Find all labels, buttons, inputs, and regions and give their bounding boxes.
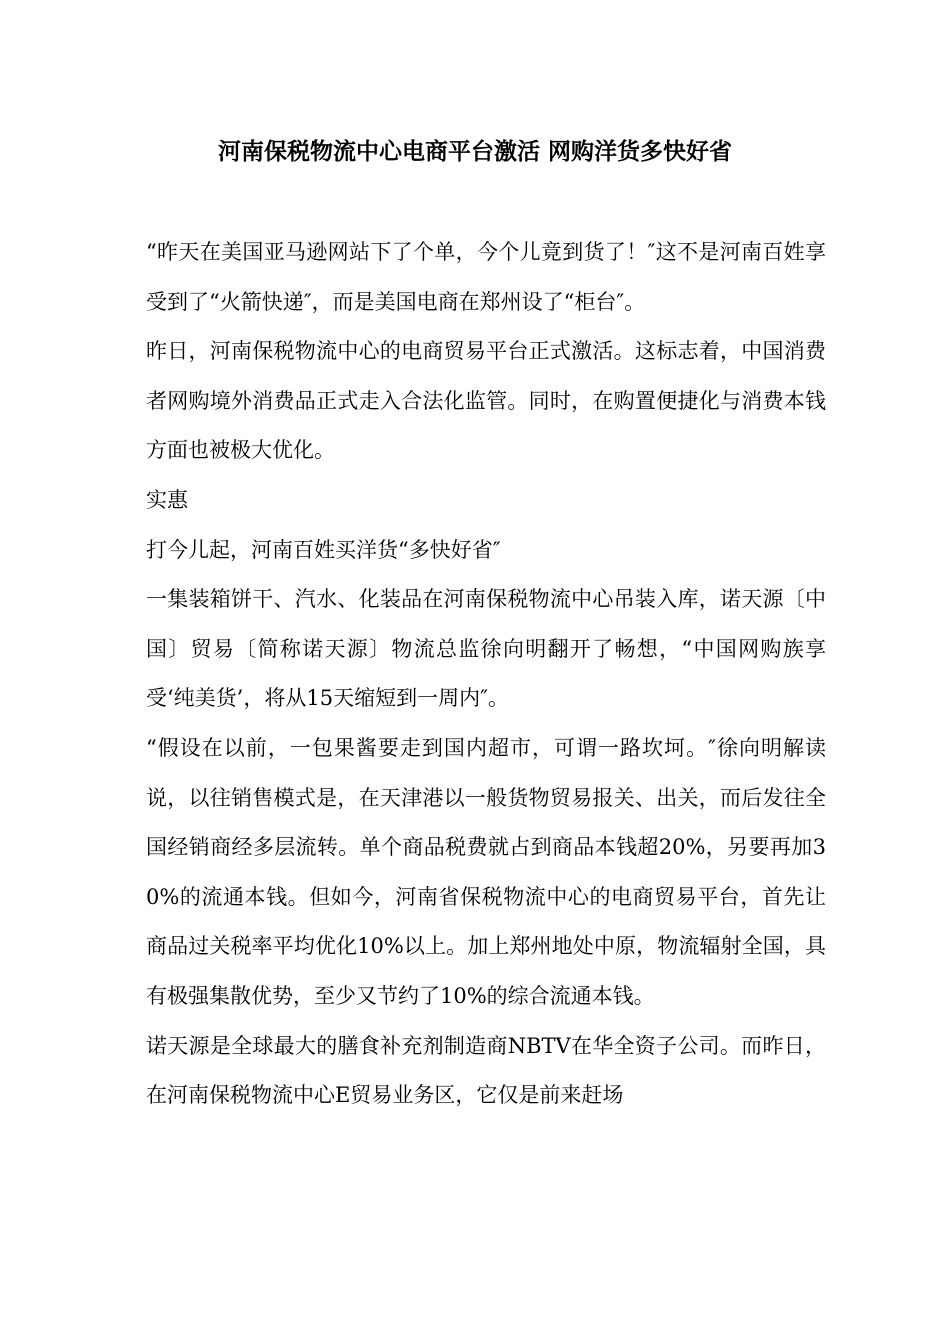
paragraph: “昨天在美国亚马逊网站下了个单，今个儿竟到货了！″这不是河南百姓享受到了“火箭快递″，而是美国电商在郑州设了“柜台″。 [146,240,826,314]
document-title: 河南保税物流中心电商平台激活 网购洋货多快好省 [217,138,732,165]
paragraph: 昨日，河南保税物流中心的电商贸易平台正式激活。这标志着，中国消费者网购境外消费品正式走入合法化监管。同时，在购置便捷化与消费本钱方面也被极大优化。 [146,339,826,463]
paragraph: “假设在以前，一包果酱要走到国内超市，可谓一路坎坷。″徐向明解读说，以往销售模式是，在天津港以一般货物贸易报关、出关，而后发往全国经销商经多层流转。单个商品税费就占到商品本钱超20%，另要再加30%的流通本钱。但如今，河南省保税物流中心的电商贸易平台，首先让商品过关税率平均优化10%以上。加上郑州地处中原，物流辐射全国，具有极强集散优势，至少又节约了10%的综合流通本钱。 [146,735,826,1008]
paragraph: 诺天源是全球最大的膳食补充剂制造商NBTV在华全资子公司。而昨日，在河南保税物流中心E贸易业务区，它仅是前来赶场 [146,1033,826,1108]
paragraph: 打今儿起，河南百姓买洋货“多快好省″ [146,537,501,562]
paragraph: 一集装箱饼干、汽水、化装品在河南保税物流中心吊装入库，诺天源〔中国〕贸易〔简称诺天源〕物流总监徐向明翻开了畅想，“中国网购族享受‘纯美货’，将从15天缩短到一周内″。 [146,587,826,711]
section-heading: 实惠 [146,487,188,512]
document-body [146,228,826,1121]
